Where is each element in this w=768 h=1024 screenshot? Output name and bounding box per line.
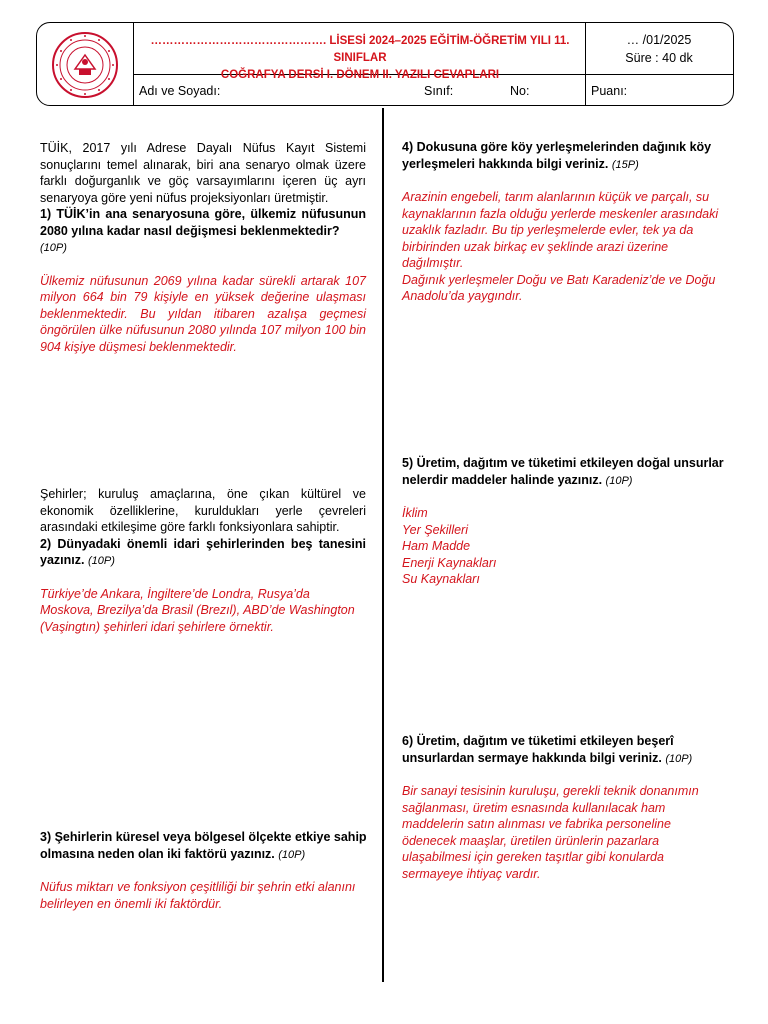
question-2-prompt: 2) Dünyadaki önemli idari şehirlerinden beş tanesini yazınız. bbox=[40, 536, 366, 567]
question-1 bbox=[40, 140, 366, 355]
question-1-text bbox=[40, 206, 366, 257]
exam-title bbox=[135, 33, 585, 84]
question-4-text bbox=[402, 139, 724, 173]
question-4-answer-extra: Dağınık yerleşmeler Doğu ve Batı Karadeniz’de ve Doğu Anadolu’da yaygındır. bbox=[402, 272, 716, 303]
question-1-answer: Ülkemiz nüfusunun 2069 yılına kadar sürekli artarak 107 milyon 664 bin 79 kişiyle en yüksek değerine ulaşması beklenmektedir. Bu yıldan itibaren azalışa geçmesi öngörülen ülke nüfusunun 2080 yılında 107 milyon 100 bin 904 kişiye düşmesi beklenmektedir. bbox=[40, 273, 366, 354]
exam-header bbox=[36, 22, 734, 106]
column-divider bbox=[382, 108, 384, 982]
exam-title-line1: ………………………………………. LİSESİ 2024–2025 EĞİTİM-ÖĞRETİM YILI 11. SINIFLAR bbox=[150, 35, 570, 64]
question-4-answer: Arazinin engebeli, tarım alanlarının küçük ve parçalı, su kaynaklarının fazla olduğu yerlerde meskenler arasındaki uzaklık fazladır. Bu tip yerleşmelerde evler, tek ya da birbirinden uzak birkaç ev şeklinde arazi üzerine dağılmıştır. bbox=[402, 190, 719, 270]
list-item: Su Kaynakları bbox=[402, 572, 480, 586]
list-item: Ham Madde bbox=[402, 539, 471, 553]
list-item: İklim bbox=[402, 506, 428, 520]
question-5 bbox=[402, 455, 724, 588]
question-4-points: (15P) bbox=[611, 158, 639, 171]
question-2 bbox=[40, 486, 366, 635]
question-4-prompt: 4) Dokusuna göre köy yerleşmelerinden dağınık köy yerleşmeleri hakkında bilgi veriniz. bbox=[402, 140, 712, 171]
question-3 bbox=[40, 829, 370, 912]
question-6-answer: Bir sanayi tesisinin kuruluşu, gerekli teknik donanımın sağlanması, üretim esnasında kullanılacak ham maddelerin satın alınması ve fabrika personeline ödenecek maaşlar, üretilen ürünlerin pazarlara ulaşabilmesi için gereken taşıtlar gibi konularda sermayeye ihtiyaç vardır. bbox=[402, 784, 699, 881]
exam-title-line2: COĞRAFYA DERSİ I. DÖNEM II. YAZILI CEVAPLARI bbox=[220, 69, 500, 81]
question-3-answer: Nüfus miktarı ve fonksiyon çeşitliliği bir şehrin etki alanını belirleyen en önemli iki faktördür. bbox=[40, 880, 356, 911]
ministry-seal-icon bbox=[51, 31, 119, 99]
question-5-prompt: 5) Üretim, dağıtım ve tüketimi etkileyen doğal unsurlar nelerdir maddeler halinde yazınız. bbox=[402, 456, 724, 487]
question-1-prompt: 1) TÜİK’in ana senaryosuna göre, ülkemiz nüfusunun 2080 yılına kadar nasıl değişmesi beklenmektedir? bbox=[40, 207, 366, 238]
question-6-points: (10P) bbox=[665, 752, 693, 765]
question-2-text bbox=[40, 536, 366, 570]
question-5-text bbox=[402, 455, 724, 489]
list-item: Yer Şekilleri bbox=[402, 522, 468, 537]
header-divider bbox=[133, 23, 134, 106]
exam-duration: Süre : 40 dk bbox=[625, 51, 693, 65]
question-3-points: (10P) bbox=[278, 848, 306, 861]
header-divider bbox=[585, 23, 586, 106]
question-6 bbox=[402, 733, 724, 882]
no-label: No: bbox=[510, 84, 530, 98]
question-2-points: (10P) bbox=[87, 555, 115, 567]
exam-date-box bbox=[587, 31, 731, 67]
question-5-points: (10P) bbox=[605, 474, 633, 487]
question-2-intro: Şehirler; kuruluş amaçlarına, öne çıkan kültürel ve ekonomik özelliklerine, kuruldukları yerle çevreleri arasındaki etkileşime göre farklı fonksiyonlara sahiptir. bbox=[40, 487, 366, 534]
question-3-prompt: 3) Şehirlerin küresel veya bölgesel ölçekte etkiye sahip olmasına neden olan iki faktörü yazınız. bbox=[40, 830, 367, 861]
score-label: Puanı: bbox=[591, 84, 628, 98]
question-4 bbox=[402, 139, 724, 305]
question-3-text bbox=[40, 829, 370, 863]
class-label: Sınıf: bbox=[424, 84, 454, 98]
question-6-text bbox=[402, 733, 724, 767]
question-1-points: (10P) bbox=[40, 242, 67, 254]
question-5-answer-list bbox=[402, 505, 724, 588]
exam-date: … /01/2025 bbox=[626, 33, 692, 47]
question-2-answer: Türkiye’de Ankara, İngiltere’de Londra, Rusya’da Moskova, Brezilya’da Brasil (Brezıl), ABD’de Washington (Vaşingtın) şehirleri idari şehirlere örnektir. bbox=[40, 586, 355, 634]
name-label: Adı ve Soyadı: bbox=[139, 84, 221, 98]
question-1-intro: TÜİK, 2017 yılı Adrese Dayalı Nüfus Kayıt Sistemi sonuçlarını temel alınarak, biri ana senaryo olmak üzere farklı doğurganlık ve göç varsayımlarını içeren üç ayrı senaryoya göre yeni nüfus projeksiyonları üretmiştir. bbox=[40, 141, 366, 205]
list-item: Enerji Kaynakları bbox=[402, 555, 497, 570]
question-6-prompt: 6) Üretim, dağıtım ve tüketimi etkileyen beşerî unsurlardan sermaye hakkında bilgi veriniz. bbox=[402, 734, 674, 765]
